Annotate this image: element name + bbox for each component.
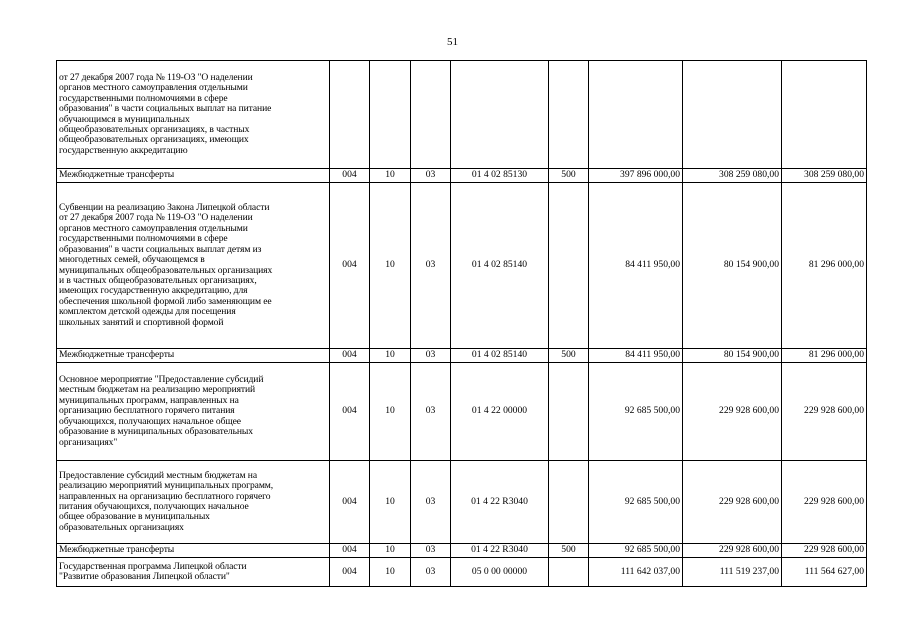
- subsection-code: [411, 61, 451, 169]
- section-code: 10: [370, 169, 411, 183]
- ministry-code: 004: [330, 461, 370, 544]
- target-article-code: 05 0 00 00000: [451, 558, 549, 587]
- amount-year-1: 92 685 500,00: [589, 544, 683, 558]
- expense-type-code: [549, 461, 589, 544]
- amount-year-3: 229 928 600,00: [782, 461, 867, 544]
- table-row: [57, 363, 867, 461]
- amount-year-2: 111 519 237,00: [683, 558, 782, 587]
- amount-year-1: 92 685 500,00: [589, 461, 683, 544]
- subsection-code: 03: [411, 461, 451, 544]
- row-name: Государственная программа Липецкой области "Развитие образования Липецкой области": [57, 558, 330, 587]
- expense-type-code: [549, 61, 589, 169]
- amount-year-2: 308 259 080,00: [683, 169, 782, 183]
- amount-year-3: 111 564 627,00: [782, 558, 867, 587]
- amount-year-2: [683, 61, 782, 169]
- section-code: 10: [370, 349, 411, 363]
- amount-year-3: 229 928 600,00: [782, 363, 867, 461]
- row-name: Предоставление субсидий местным бюджетам на реализацию мероприятий муниципальных программ, направленных на организацию бесплатного горячего питания обучающихся, получающих начальное общее образование в муниципальных образовательных организациях: [57, 461, 330, 544]
- amount-year-2: 80 154 900,00: [683, 349, 782, 363]
- expense-type-code: [549, 183, 589, 349]
- row-name: Межбюджетные трансферты: [57, 544, 330, 558]
- table-row: [57, 183, 867, 349]
- ministry-code: 004: [330, 363, 370, 461]
- table-row: [57, 349, 867, 363]
- ministry-code: 004: [330, 544, 370, 558]
- section-code: 10: [370, 183, 411, 349]
- subsection-code: 03: [411, 349, 451, 363]
- table-row: [57, 169, 867, 183]
- target-article-code: 01 4 02 85130: [451, 169, 549, 183]
- amount-year-1: 397 896 000,00: [589, 169, 683, 183]
- amount-year-2: 80 154 900,00: [683, 183, 782, 349]
- ministry-code: 004: [330, 349, 370, 363]
- amount-year-1: 111 642 037,00: [589, 558, 683, 587]
- expense-type-code: [549, 363, 589, 461]
- ministry-code: 004: [330, 558, 370, 587]
- amount-year-3: [782, 61, 867, 169]
- target-article-code: 01 4 02 85140: [451, 349, 549, 363]
- table-row: [57, 558, 867, 587]
- subsection-code: 03: [411, 169, 451, 183]
- amount-year-1: 92 685 500,00: [589, 363, 683, 461]
- row-name: от 27 декабря 2007 года № 119-ОЗ "О наделении органов местного самоуправления отдельными государственными полномочиями в сфере образования" в части социальных выплат на питание обучающимся в муниципальных общеобразовательных организациях, в частных общеобразовательных организациях, имеющих государственную аккредитацию: [57, 61, 330, 169]
- subsection-code: 03: [411, 544, 451, 558]
- amount-year-2: 229 928 600,00: [683, 461, 782, 544]
- table-row: [57, 544, 867, 558]
- row-name: Межбюджетные трансферты: [57, 349, 330, 363]
- ministry-code: 004: [330, 169, 370, 183]
- target-article-code: 01 4 02 85140: [451, 183, 549, 349]
- amount-year-3: 81 296 000,00: [782, 349, 867, 363]
- row-name: Межбюджетные трансферты: [57, 169, 330, 183]
- section-code: 10: [370, 558, 411, 587]
- row-name: Субвенции на реализацию Закона Липецкой области от 27 декабря 2007 года № 119-ОЗ "О наделении органов местного самоуправления отдельными государственными полномочиями в сфере образования" в части социальных выплат детям из многодетных семей, обучающемся в муниципальных общеобразовательных организациях и в частных общеобразовательных организациях, имеющих государственную аккредитацию, для обеспечения школьной формой либо заменяющим ее комплектом детской одежды для посещения школьных занятий и спортивной формой: [57, 183, 330, 349]
- subsection-code: 03: [411, 558, 451, 587]
- amount-year-1: 84 411 950,00: [589, 349, 683, 363]
- amount-year-3: 81 296 000,00: [782, 183, 867, 349]
- ministry-code: 004: [330, 183, 370, 349]
- expense-type-code: 500: [549, 169, 589, 183]
- amount-year-2: 229 928 600,00: [683, 363, 782, 461]
- target-article-code: 01 4 22 R3040: [451, 544, 549, 558]
- amount-year-3: 308 259 080,00: [782, 169, 867, 183]
- section-code: 10: [370, 461, 411, 544]
- budget-table: [56, 60, 867, 587]
- expense-type-code: [549, 558, 589, 587]
- amount-year-3: 229 928 600,00: [782, 544, 867, 558]
- amount-year-1: 84 411 950,00: [589, 183, 683, 349]
- amount-year-2: 229 928 600,00: [683, 544, 782, 558]
- table-row: [57, 461, 867, 544]
- section-code: [370, 61, 411, 169]
- page-number: 51: [447, 36, 458, 48]
- subsection-code: 03: [411, 363, 451, 461]
- section-code: 10: [370, 544, 411, 558]
- expense-type-code: 500: [549, 544, 589, 558]
- target-article-code: 01 4 22 R3040: [451, 461, 549, 544]
- target-article-code: [451, 61, 549, 169]
- amount-year-1: [589, 61, 683, 169]
- section-code: 10: [370, 363, 411, 461]
- table-row: [57, 61, 867, 169]
- target-article-code: 01 4 22 00000: [451, 363, 549, 461]
- ministry-code: [330, 61, 370, 169]
- subsection-code: 03: [411, 183, 451, 349]
- row-name: Основное мероприятие "Предоставление субсидий местным бюджетам на реализацию мероприятий муниципальных программ, направленных на организацию бесплатного горячего питания обучающихся, получающих начальное общее образование в муниципальных образовательных организациях": [57, 363, 330, 461]
- expense-type-code: 500: [549, 349, 589, 363]
